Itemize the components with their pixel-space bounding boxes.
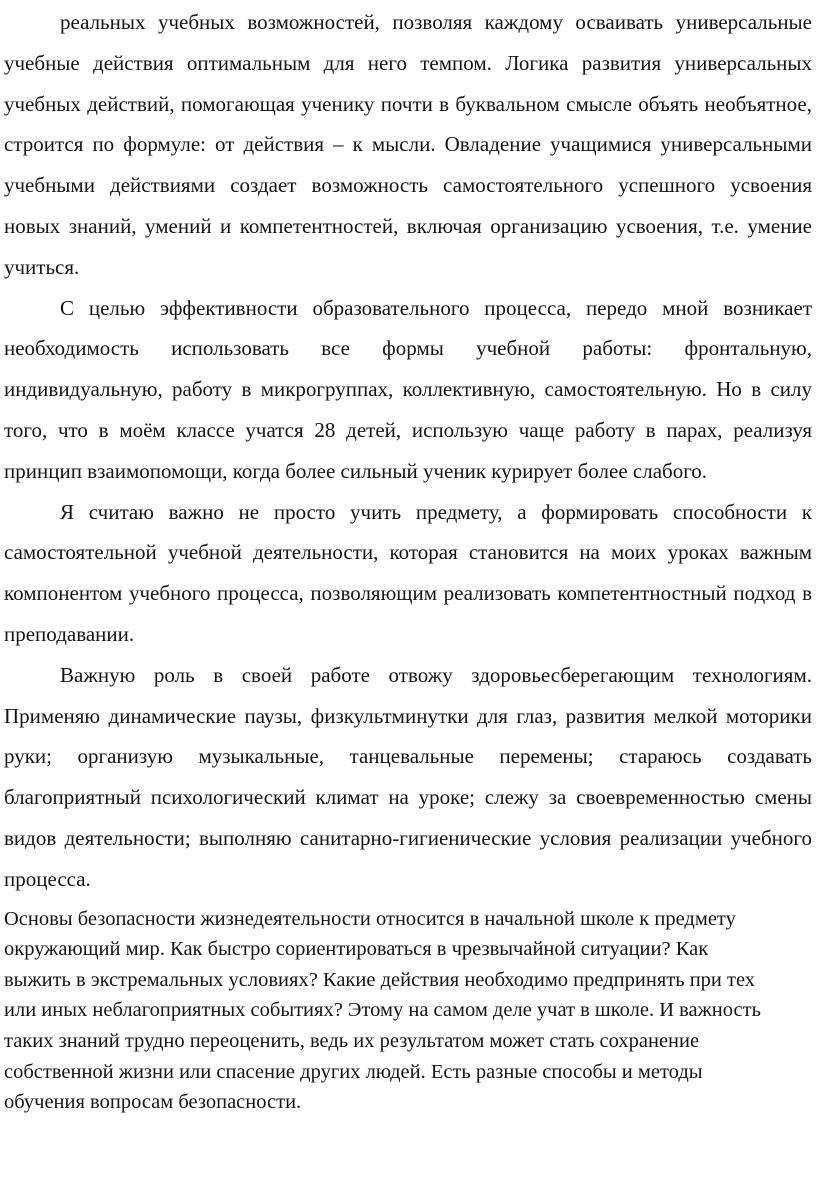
paragraph-independent-activity: Я считаю важно не просто учить предмету, а формировать способности к самостоятельной учебной деятельности, которая становится на моих уроках важным компонентом учебного процесса, позволяющим реализовать компетентностный подход в преподавании. — [4, 499, 812, 646]
paragraph-life-safety: Основы безопасности жизнедеятельности относится в начальной школе к предмету окружающий мир. Как быстро сориентироваться в чрезвычайной ситуации? Как выжить в экстремальных условиях? Какие действия необходимо предпринять при тех или иных неблагоприятных событиях? Этому на самом деле учат в школе. И важность таких знаний трудно переоценить, ведь их результатом может стать сохранение собственной жизни или спасение других людей. Есть разные способы и методы обучения вопросам безопасности. — [4, 907, 761, 1114]
document-page — [4, 0, 812, 1118]
paragraph-health-technologies: Важную роль в своей работе отвожу здоровьесберегающим технологиям. Применяю динамические паузы, физкультминутки для глаз, развития мелкой моторики руки; организую музыкальные, танцевальные перемены; стараюсь создавать благоприятный психологический климат на уроке; слежу за своевременностью смены видов деятельности; выполняю санитарно-гигиенические условия реализации учебного процесса. — [4, 662, 812, 891]
paragraph-work-forms: С целью эффективности образовательного процесса, передо мной возникает необходимость использовать все формы учебной работы: фронтальную, индивидуальную, работу в микрогруппах, коллективную, самостоятельную. Но в силу того, что в моём классе учатся 28 детей, использую чаще работу в парах, реализуя принцип взаимопомощи, когда более сильный ученик курирует более слабого. — [4, 295, 812, 483]
paragraph-continuation: реальных учебных возможностей, позволяя каждому осваивать универсальные учебные действия оптимальным для него темпом. Логика развития универсальных учебных действий, помогающая ученику почти в буквальном смысле объять необъятное, строится по формуле: от действия – к мысли. Овладение учащимися универсальными учебными действиями создает возможность самостоятельного успешного усвоения новых знаний, умений и компетентностей, включая организацию усвоения, т.е. умение учиться. — [4, 10, 812, 279]
